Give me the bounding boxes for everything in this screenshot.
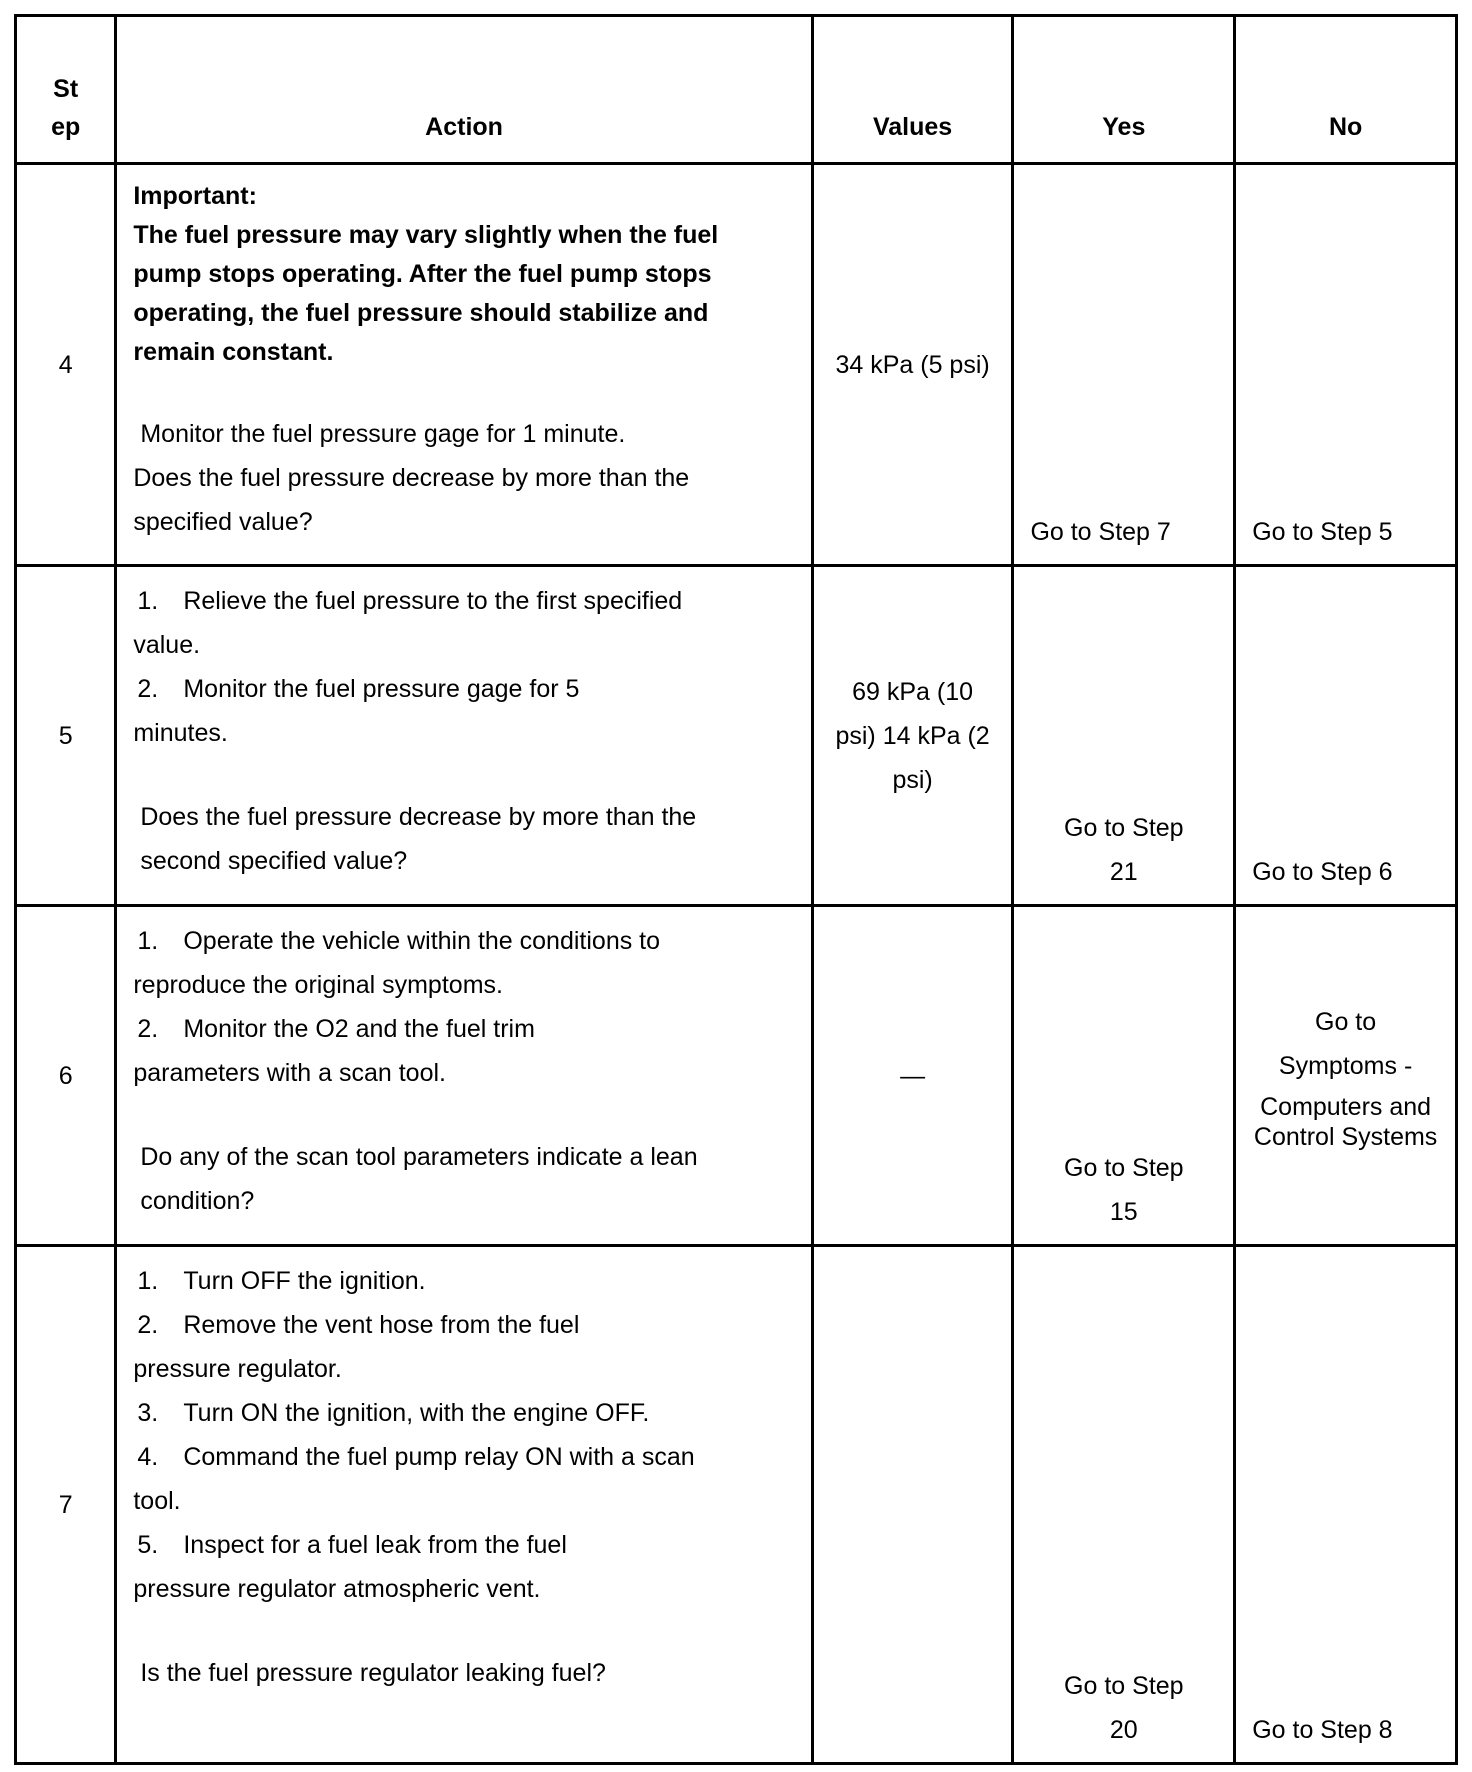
list-item-number: 1. <box>137 587 159 615</box>
list-item-number: 5. <box>137 1531 159 1559</box>
list-item-text: Remove the vent hose from the fuel pressure regulator. <box>133 1311 580 1383</box>
list-item-number: 2. <box>137 675 159 703</box>
table-row <box>16 566 1457 906</box>
action-list-item <box>133 1391 798 1435</box>
important-text: The fuel pressure may vary slightly when the fuel pump stops operating. After the fuel pump stops operating, the fuel pressure should stabilize and remain constant. <box>133 221 719 366</box>
list-item-text: Monitor the O2 and the fuel trim parameters with a scan tool. <box>133 1015 535 1087</box>
action-cell <box>116 164 812 566</box>
step-number: 7 <box>16 1246 116 1764</box>
action-list-item <box>133 1007 798 1095</box>
list-item-text: Command the fuel pump relay ON with a scan tool. <box>133 1443 695 1515</box>
list-item-number: 2. <box>137 1015 159 1043</box>
action-list-item <box>133 1259 798 1303</box>
header-row <box>16 16 1457 164</box>
action-cell <box>116 1246 812 1764</box>
list-item-number: 3. <box>137 1399 159 1427</box>
no-cell-line1: Go to <box>1315 1007 1377 1036</box>
step-number: 4 <box>16 164 116 566</box>
list-item-text: Operate the vehicle within the conditions to reproduce the original symptoms. <box>133 927 661 999</box>
action-question: Do any of the scan tool parameters indicate a lean condition? <box>140 1143 698 1215</box>
list-item-number: 2. <box>137 1311 159 1339</box>
header-step <box>16 16 116 164</box>
no-cell <box>1235 906 1457 1246</box>
header-no: No <box>1235 16 1457 164</box>
action-list-item <box>133 579 798 667</box>
yes-cell: Go to Step 7 <box>1013 164 1235 566</box>
header-yes: Yes <box>1013 16 1235 164</box>
no-cell: Go to Step 8 <box>1235 1246 1457 1764</box>
list-item-text: Inspect for a fuel leak from the fuel pressure regulator atmospheric vent. <box>133 1531 567 1603</box>
action-question: Does the fuel pressure decrease by more than the specified value? <box>133 464 690 536</box>
diagnostic-table <box>14 14 1458 1765</box>
list-item-number: 4. <box>137 1443 159 1471</box>
header-action: Action <box>116 16 812 164</box>
action-list-item <box>133 667 798 755</box>
table-row <box>16 164 1457 566</box>
header-step-line2: ep <box>51 113 81 141</box>
values-cell <box>812 1246 1013 1764</box>
yes-cell: Go to Step 20 <box>1013 1246 1235 1764</box>
no-cell-line2: Symptoms - <box>1278 1051 1413 1080</box>
action-cell <box>116 566 812 906</box>
action-list-item <box>133 1435 798 1523</box>
action-question: Is the fuel pressure regulator leaking fuel? <box>140 1659 606 1687</box>
list-item-text: Monitor the fuel pressure gage for 5 minutes. <box>133 675 580 747</box>
no-cell: Go to Step 5 <box>1235 164 1457 566</box>
header-step-line1: St <box>53 75 79 103</box>
important-title: Important: <box>133 182 257 210</box>
action-list-item <box>133 1303 798 1391</box>
step-number: 5 <box>16 566 116 906</box>
no-cell: Go to Step 6 <box>1235 566 1457 906</box>
list-item-text: Relieve the fuel pressure to the first specified value. <box>133 587 683 659</box>
list-item-text: Turn ON the ignition, with the engine OFF. <box>183 1399 650 1427</box>
values-cell: 34 kPa (5 psi) <box>812 164 1013 566</box>
values-cell: — <box>812 906 1013 1246</box>
no-cell-line3: Computers and Control Systems <box>1253 1092 1438 1151</box>
table-row <box>16 1246 1457 1764</box>
header-values: Values <box>812 16 1013 164</box>
table-row <box>16 906 1457 1246</box>
values-cell: 69 kPa (10 psi) 14 kPa (2 psi) <box>812 566 1013 906</box>
action-instruction: Monitor the fuel pressure gage for 1 minute. <box>140 420 626 448</box>
action-question: Does the fuel pressure decrease by more than the second specified value? <box>140 803 697 875</box>
yes-cell: Go to Step 21 <box>1013 566 1235 906</box>
step-number: 6 <box>16 906 116 1246</box>
list-item-number: 1. <box>137 1267 159 1295</box>
list-item-text: Turn OFF the ignition. <box>183 1267 426 1295</box>
list-item-number: 1. <box>137 927 159 955</box>
action-list-item <box>133 1523 798 1611</box>
yes-cell: Go to Step 15 <box>1013 906 1235 1246</box>
action-list-item <box>133 919 798 1007</box>
action-cell <box>116 906 812 1246</box>
